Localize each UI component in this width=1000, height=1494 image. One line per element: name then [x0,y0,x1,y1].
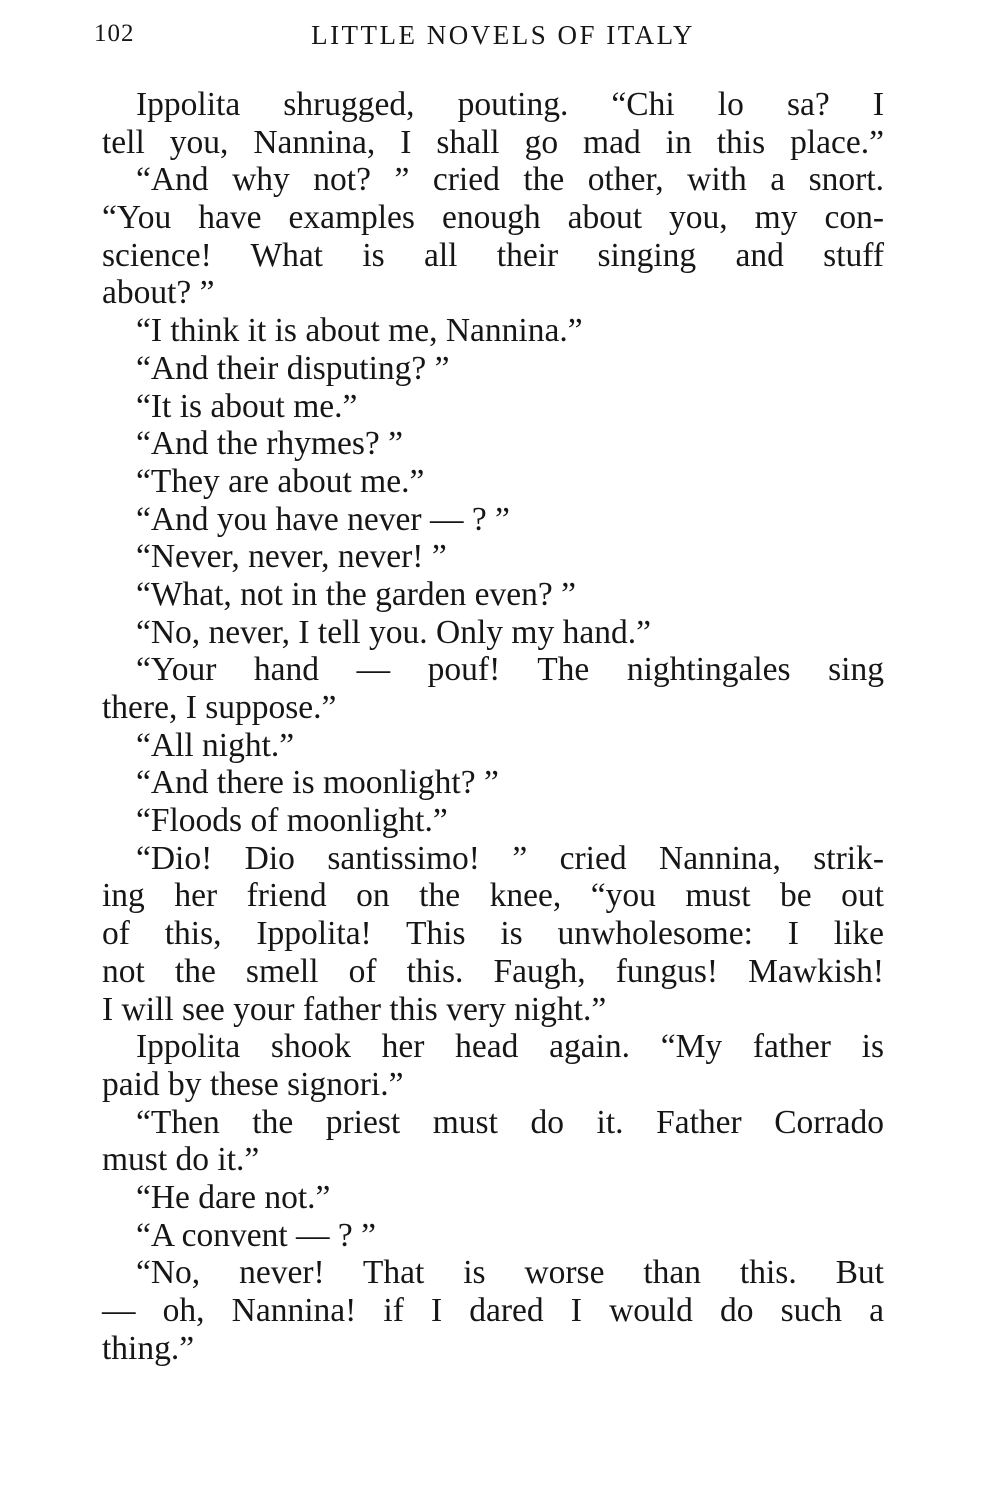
text-line: Ippolita shrugged, pouting. “Chi lo sa? I [136,86,884,123]
text-line: of this, Ippolita! This is unwholesome: I like [102,915,884,953]
text-line: “Dio! Dio santissimo! ” cried Nannina, strik- [136,839,884,877]
text-line: “You have examples enough about you, my con- [102,199,884,237]
text-line: “It is about me.” [136,387,358,425]
text-line: paid by these signori.” [102,1065,404,1103]
text-line: tell you, Nannina, I shall go mad in this place.” [102,123,884,161]
running-head: LITTLE NOVELS OF ITALY [311,20,695,50]
text-line: science! What is all their singing and stuff [102,236,884,274]
text-line: “Then the priest must do it. Father Corrado [136,1103,884,1141]
text-line: thing.” [102,1329,195,1367]
text-line: “No, never, I tell you. Only my hand.” [136,613,651,651]
text-line: “They are about me.” [136,462,425,500]
text-line: “And why not? ” cried the other, with a snort. [136,161,884,199]
text-line: “Your hand — pouf! The nightingales sing [136,651,884,689]
page-header [94,20,884,56]
text-line: “He dare not.” [136,1178,331,1216]
book-page [94,0,884,1494]
text-line: — oh, Nannina! if I dared I would do such a [102,1292,884,1329]
text-line: “I think it is about me, Nannina.” [136,312,583,350]
text-line: “All night.” [136,726,295,764]
text-line: about? ” [102,274,215,312]
text-line: “Never, never, never! ” [136,538,447,576]
text-line: “What, not in the garden even? ” [136,575,576,613]
text-line: ing her friend on the knee, “you must be out [102,877,884,915]
text-line: I will see your father this very night.” [102,990,607,1028]
text-line: “And their disputing? ” [136,349,450,387]
text-line: there, I suppose.” [102,689,337,726]
text-line: “A convent — ? ” [136,1216,376,1254]
body-text [102,86,884,1367]
text-line: “Floods of moonlight.” [136,802,448,840]
text-line: “And there is moonlight? ” [136,764,499,802]
text-line: Ippolita shook her head again. “My father is [136,1028,884,1066]
text-line: must do it.” [102,1141,260,1179]
text-line: not the smell of this. Faugh, fungus! Mawkish! [102,952,884,990]
text-line: “And you have never — ? ” [136,500,510,538]
page-number: 102 [94,20,135,47]
text-line: “No, never! That is worse than this. But [136,1254,884,1292]
text-line: “And the rhymes? ” [136,425,403,463]
